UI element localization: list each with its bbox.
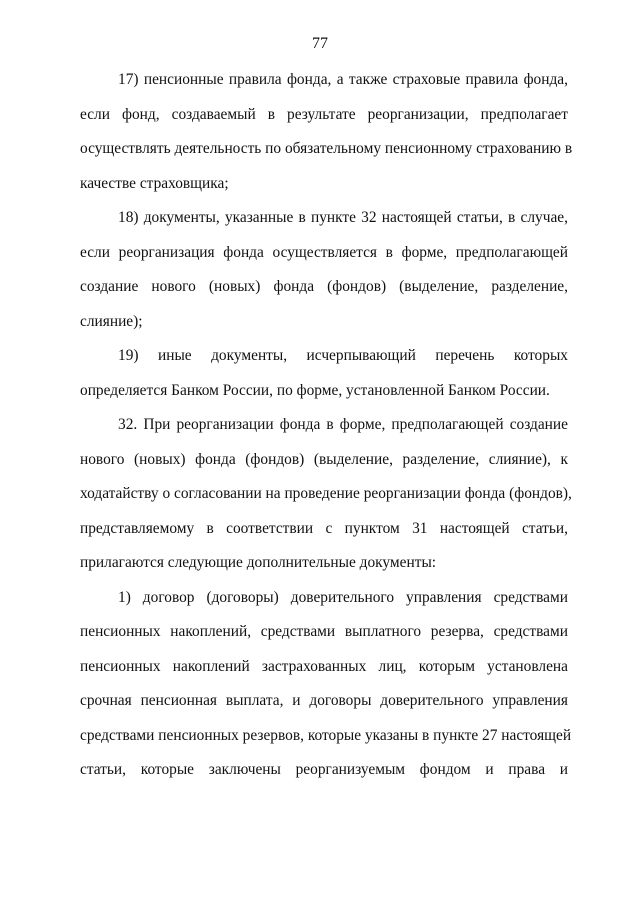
text-line: срочная пенсионная выплата, и договоры доверительного управления (80, 692, 568, 709)
text-line: пенсионных накоплений, средствами выплатного резерва, средствами (80, 623, 568, 640)
page-number: 77 (312, 35, 328, 52)
text-line: качестве страховщика; (80, 174, 229, 192)
text-line: представляемому в соответствии с пунктом 31 настоящей статьи, (80, 519, 568, 537)
text-line: пенсионных накоплений застрахованных лиц, которым установлена (80, 657, 568, 675)
paragraph-item-1 (80, 588, 572, 795)
paragraph-item-19 (80, 346, 568, 415)
text-line: 18) документы, указанные в пункте 32 настоящей статьи, в случае, (118, 209, 568, 226)
text-line: прилагаются следующие дополнительные документы: (80, 554, 437, 571)
text-line: создание нового (новых) фонда (фондов) (выделение, разделение, (80, 278, 568, 295)
text-line: слияние); (80, 312, 143, 330)
text-line: если фонд, создаваемый в результате реорганизации, предполагает (80, 105, 568, 123)
text-line: ходатайству о согласовании на проведение реорганизации фонда (фондов), (80, 485, 572, 502)
text-line: 17) пенсионные правила фонда, а также страховые правила фонда, (118, 71, 568, 88)
text-line: 19) иные документы, исчерпывающий перечень которых (118, 347, 568, 364)
text-line: статьи, которые заключены реорганизуемым фондом и права и (80, 761, 568, 778)
document-body (80, 70, 573, 795)
text-line: средствами пенсионных резервов, которые указаны в пункте 27 настоящей (80, 726, 572, 744)
text-line: осуществлять деятельность по обязательному пенсионному страхованию в (80, 140, 573, 157)
text-line: нового (новых) фонда (фондов) (выделение, разделение, слияние), к (80, 450, 568, 468)
text-line: 32. При реорганизации фонда в форме, предполагающей создание (118, 416, 568, 433)
paragraph-item-18 (80, 208, 568, 346)
text-line: 1) договор (договоры) доверительного управления средствами (118, 588, 568, 606)
paragraph-clause-32 (80, 415, 572, 588)
text-line: если реорганизация фонда осуществляется в форме, предполагающей (80, 243, 568, 261)
text-line: определяется Банком России, по форме, установленной Банком России. (80, 381, 550, 399)
paragraph-item-17 (80, 70, 573, 208)
